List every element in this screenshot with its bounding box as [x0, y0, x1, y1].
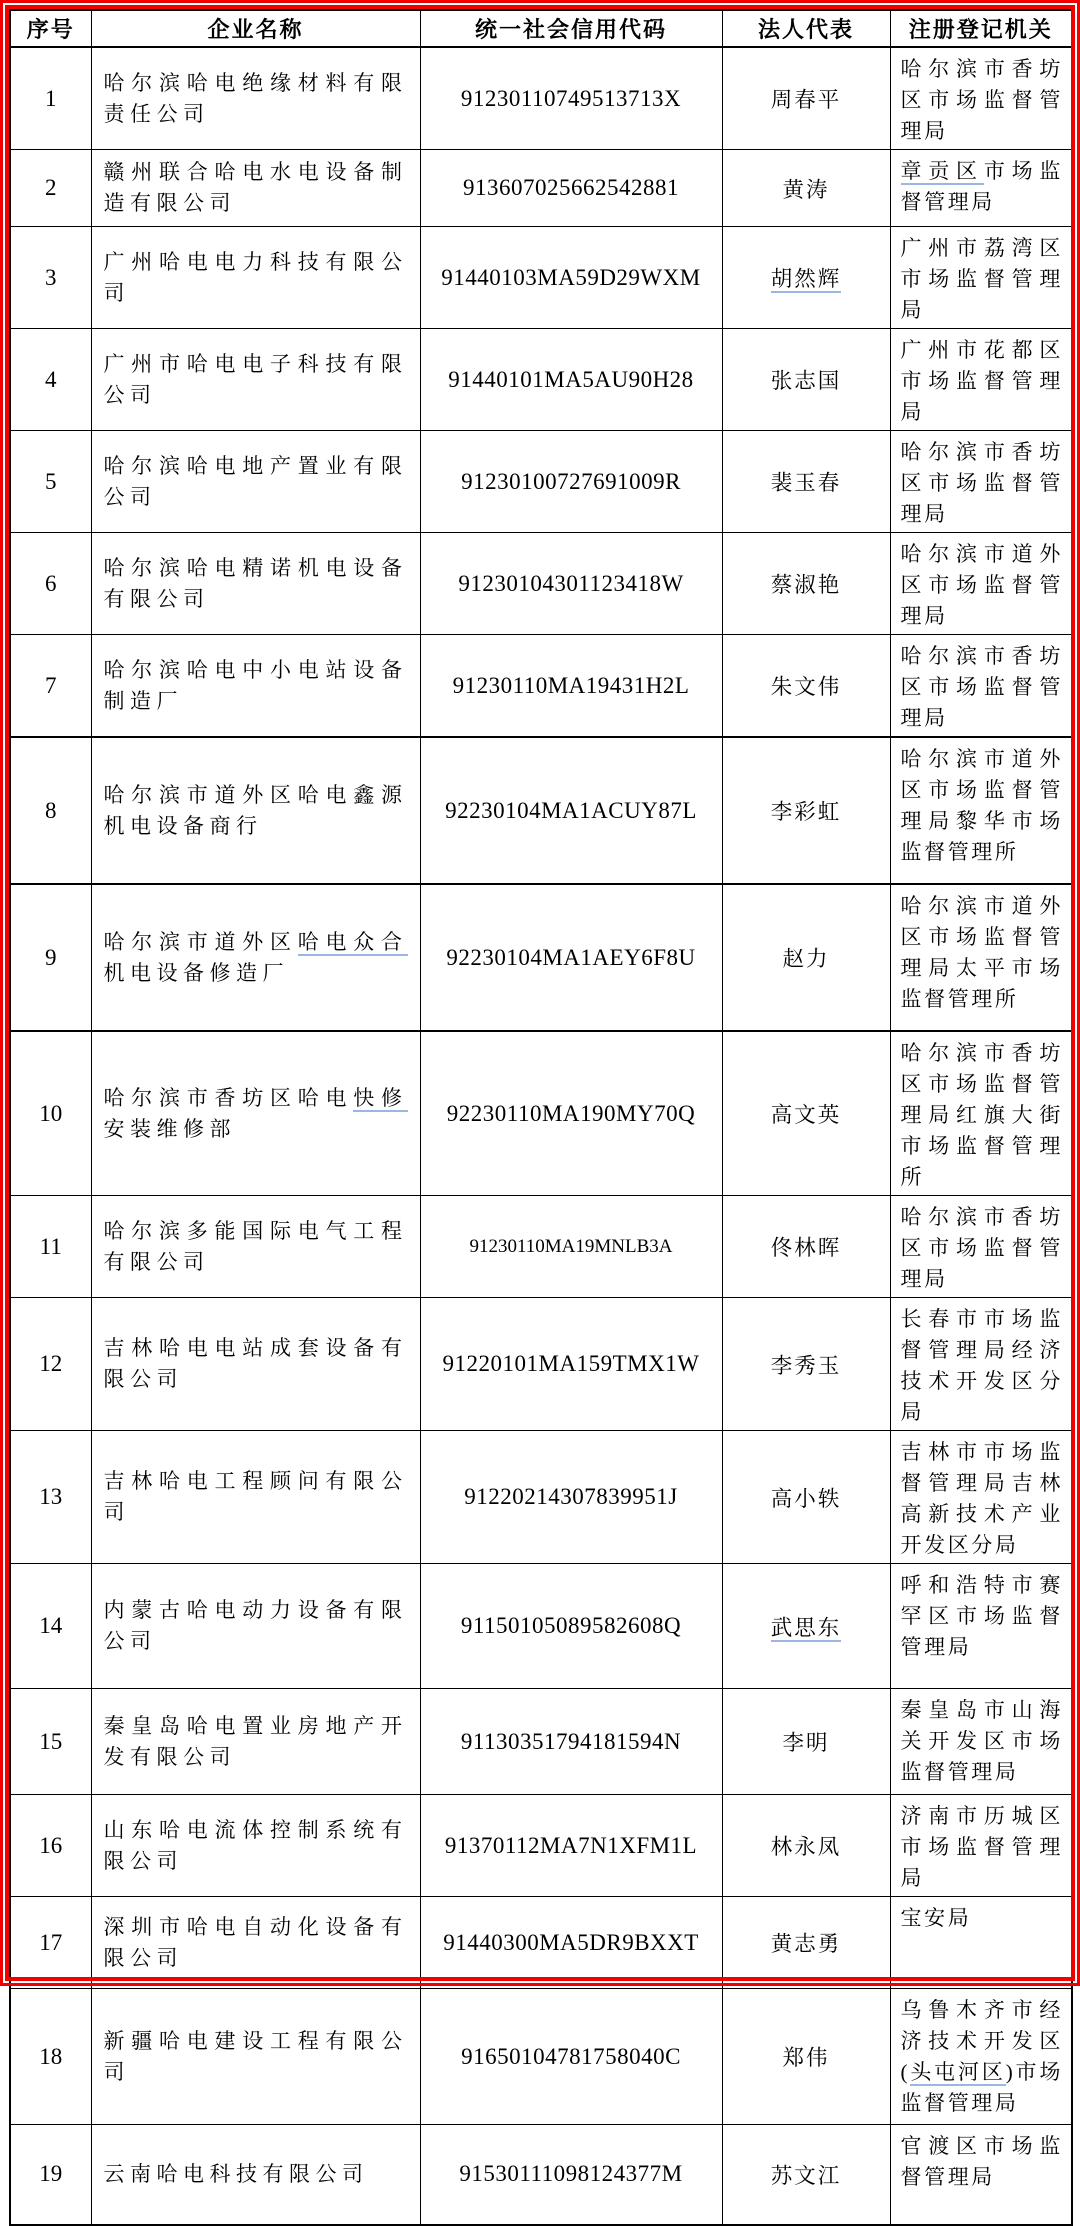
- cell-company-name: 秦皇岛哈电置业房地产开发有限公司: [91, 1689, 420, 1795]
- cell-credit-code: 91650104781758040C: [420, 1989, 722, 2125]
- cell-company-name: 新疆哈电建设工程有限公司: [91, 1989, 420, 2125]
- cell-legal-rep: 胡然辉: [722, 227, 890, 329]
- cell-registry-authority: 哈尔滨市道外区市场监督管理局太平市场监督管理所: [890, 884, 1072, 1031]
- cell-registry-authority: 章贡区市场监督管理局: [890, 150, 1072, 227]
- cell-registry-authority: 吉林市市场监督管理局吉林高新技术产业开发区分局: [890, 1431, 1072, 1564]
- table-row: [10, 150, 1072, 227]
- cell-company-name: 吉林哈电电站成套设备有限公司: [91, 1298, 420, 1431]
- cell-credit-code: 91230100727691009R: [420, 431, 722, 533]
- cell-credit-code: 91220101MA159TMX1W: [420, 1298, 722, 1431]
- cell-registry-authority: 广州市花都区市场监督管理局: [890, 329, 1072, 431]
- cell-registry-authority: 乌鲁木齐市经济技术开发区(头屯河区)市场监督管理局: [890, 1989, 1072, 2125]
- table-row: [10, 884, 1072, 1031]
- cell-company-name: 哈尔滨市香坊区哈电快修安装维修部: [91, 1031, 420, 1196]
- cell-registry-authority: 官渡区市场监督管理局: [890, 2125, 1072, 2225]
- cell-registry-authority: 呼和浩特市赛罕区市场监督管理局: [890, 1564, 1072, 1689]
- table-row: [10, 1031, 1072, 1196]
- header-legal-rep: 法人代表: [722, 10, 890, 47]
- cell-serial: 17: [10, 1897, 91, 1989]
- cell-company-name: 深圳市哈电自动化设备有限公司: [91, 1897, 420, 1989]
- cell-serial: 15: [10, 1689, 91, 1795]
- cell-legal-rep: 裴玉春: [722, 431, 890, 533]
- table-row: [10, 227, 1072, 329]
- cell-credit-code: 92230104MA1ACUY87L: [420, 737, 722, 884]
- cell-registry-authority: 济南市历城区市场监督管理局: [890, 1795, 1072, 1897]
- cell-legal-rep: 郑伟: [722, 1989, 890, 2125]
- cell-serial: 1: [10, 47, 91, 150]
- table-row: [10, 1989, 1072, 2125]
- cell-serial: 14: [10, 1564, 91, 1689]
- cell-legal-rep: 苏文江: [722, 2125, 890, 2225]
- table-row: [10, 737, 1072, 884]
- cell-company-name: 山东哈电流体控制系统有限公司: [91, 1795, 420, 1897]
- table-row: [10, 47, 1072, 150]
- header-company: 企业名称: [91, 10, 420, 47]
- cell-serial: 5: [10, 431, 91, 533]
- table-row: [10, 1431, 1072, 1564]
- cell-serial: 2: [10, 150, 91, 227]
- cell-legal-rep: 朱文伟: [722, 635, 890, 738]
- cell-serial: 8: [10, 737, 91, 884]
- table-row: [10, 1897, 1072, 1989]
- header-registry: 注册登记机关: [890, 10, 1072, 47]
- cell-company-name: 哈尔滨哈电地产置业有限公司: [91, 431, 420, 533]
- cell-serial: 19: [10, 2125, 91, 2225]
- cell-credit-code: 91440300MA5DR9BXXT: [420, 1897, 722, 1989]
- cell-registry-authority: 哈尔滨市道外区市场监督管理局: [890, 533, 1072, 635]
- table-row: [10, 2125, 1072, 2225]
- cell-registry-authority: 哈尔滨市香坊区市场监督管理局红旗大街市场监督管理所: [890, 1031, 1072, 1196]
- cell-credit-code: 91130351794181594N: [420, 1689, 722, 1795]
- cell-credit-code: 91440101MA5AU90H28: [420, 329, 722, 431]
- cell-company-name: 哈尔滨市道外区哈电众合机电设备修造厂: [91, 884, 420, 1031]
- cell-serial: 13: [10, 1431, 91, 1564]
- cell-legal-rep: 李秀玉: [722, 1298, 890, 1431]
- cell-registry-authority: 长春市市场监督管理局经济技术开发区分局: [890, 1298, 1072, 1431]
- cell-company-name: 赣州联合哈电水电设备制造有限公司: [91, 150, 420, 227]
- cell-serial: 4: [10, 329, 91, 431]
- cell-legal-rep: 黄志勇: [722, 1897, 890, 1989]
- cell-company-name: 哈尔滨市道外区哈电鑫源机电设备商行: [91, 737, 420, 884]
- cell-legal-rep: 黄涛: [722, 150, 890, 227]
- cell-credit-code: 91150105089582608Q: [420, 1564, 722, 1689]
- cell-credit-code: 91230110MA19MNLB3A: [420, 1196, 722, 1298]
- cell-credit-code: 91230110MA19431H2L: [420, 635, 722, 738]
- cell-serial: 11: [10, 1196, 91, 1298]
- cell-company-name: 吉林哈电工程顾问有限公司: [91, 1431, 420, 1564]
- cell-legal-rep: 李明: [722, 1689, 890, 1795]
- cell-serial: 12: [10, 1298, 91, 1431]
- company-table: [9, 9, 1073, 2226]
- header-row: [10, 10, 1072, 47]
- cell-registry-authority: 哈尔滨市香坊区市场监督管理局: [890, 635, 1072, 738]
- cell-company-name: 云南哈电科技有限公司: [91, 2125, 420, 2225]
- header-credit-code: 统一社会信用代码: [420, 10, 722, 47]
- table-row: [10, 1795, 1072, 1897]
- cell-legal-rep: 赵力: [722, 884, 890, 1031]
- table-row: [10, 635, 1072, 738]
- cell-serial: 9: [10, 884, 91, 1031]
- cell-company-name: 哈尔滨哈电绝缘材料有限责任公司: [91, 47, 420, 150]
- cell-company-name: 哈尔滨哈电中小电站设备制造厂: [91, 635, 420, 738]
- cell-company-name: 广州市哈电电子科技有限公司: [91, 329, 420, 431]
- cell-legal-rep: 张志国: [722, 329, 890, 431]
- cell-credit-code: 91230110749513713X: [420, 47, 722, 150]
- cell-company-name: 广州哈电电力科技有限公司: [91, 227, 420, 329]
- cell-serial: 10: [10, 1031, 91, 1196]
- header-serial: 序号: [10, 10, 91, 47]
- cell-legal-rep: 蔡淑艳: [722, 533, 890, 635]
- cell-company-name: 哈尔滨哈电精诺机电设备有限公司: [91, 533, 420, 635]
- table-row: [10, 1298, 1072, 1431]
- cell-legal-rep: 高文英: [722, 1031, 890, 1196]
- cell-legal-rep: 周春平: [722, 47, 890, 150]
- table-row: [10, 1196, 1072, 1298]
- cell-credit-code: 91530111098124377M: [420, 2125, 722, 2225]
- cell-serial: 7: [10, 635, 91, 738]
- cell-credit-code: 913607025662542881: [420, 150, 722, 227]
- cell-company-name: 哈尔滨多能国际电气工程有限公司: [91, 1196, 420, 1298]
- cell-registry-authority: 哈尔滨市香坊区市场监督管理局: [890, 1196, 1072, 1298]
- cell-credit-code: 91440103MA59D29WXM: [420, 227, 722, 329]
- cell-legal-rep: 林永凤: [722, 1795, 890, 1897]
- cell-serial: 3: [10, 227, 91, 329]
- table-row: [10, 329, 1072, 431]
- cell-registry-authority: 秦皇岛市山海关开发区市场监督管理局: [890, 1689, 1072, 1795]
- cell-credit-code: 92230110MA190MY70Q: [420, 1031, 722, 1196]
- cell-legal-rep: 武思东: [722, 1564, 890, 1689]
- cell-legal-rep: 佟林晖: [722, 1196, 890, 1298]
- cell-company-name: 内蒙古哈电动力设备有限公司: [91, 1564, 420, 1689]
- cell-serial: 16: [10, 1795, 91, 1897]
- cell-registry-authority: 宝安局: [890, 1897, 1072, 1989]
- cell-credit-code: 91230104301123418W: [420, 533, 722, 635]
- cell-credit-code: 91220214307839951J: [420, 1431, 722, 1564]
- cell-serial: 18: [10, 1989, 91, 2125]
- table-row: [10, 431, 1072, 533]
- cell-legal-rep: 李彩虹: [722, 737, 890, 884]
- cell-credit-code: 91370112MA7N1XFM1L: [420, 1795, 722, 1897]
- cell-serial: 6: [10, 533, 91, 635]
- cell-registry-authority: 广州市荔湾区市场监督管理局: [890, 227, 1072, 329]
- cell-legal-rep: 高小轶: [722, 1431, 890, 1564]
- table-row: [10, 533, 1072, 635]
- table-row: [10, 1689, 1072, 1795]
- cell-credit-code: 92230104MA1AEY6F8U: [420, 884, 722, 1031]
- cell-registry-authority: 哈尔滨市道外区市场监督管理局黎华市场监督管理所: [890, 737, 1072, 884]
- table-row: [10, 1564, 1072, 1689]
- cell-registry-authority: 哈尔滨市香坊区市场监督管理局: [890, 431, 1072, 533]
- cell-registry-authority: 哈尔滨市香坊区市场监督管理局: [890, 47, 1072, 150]
